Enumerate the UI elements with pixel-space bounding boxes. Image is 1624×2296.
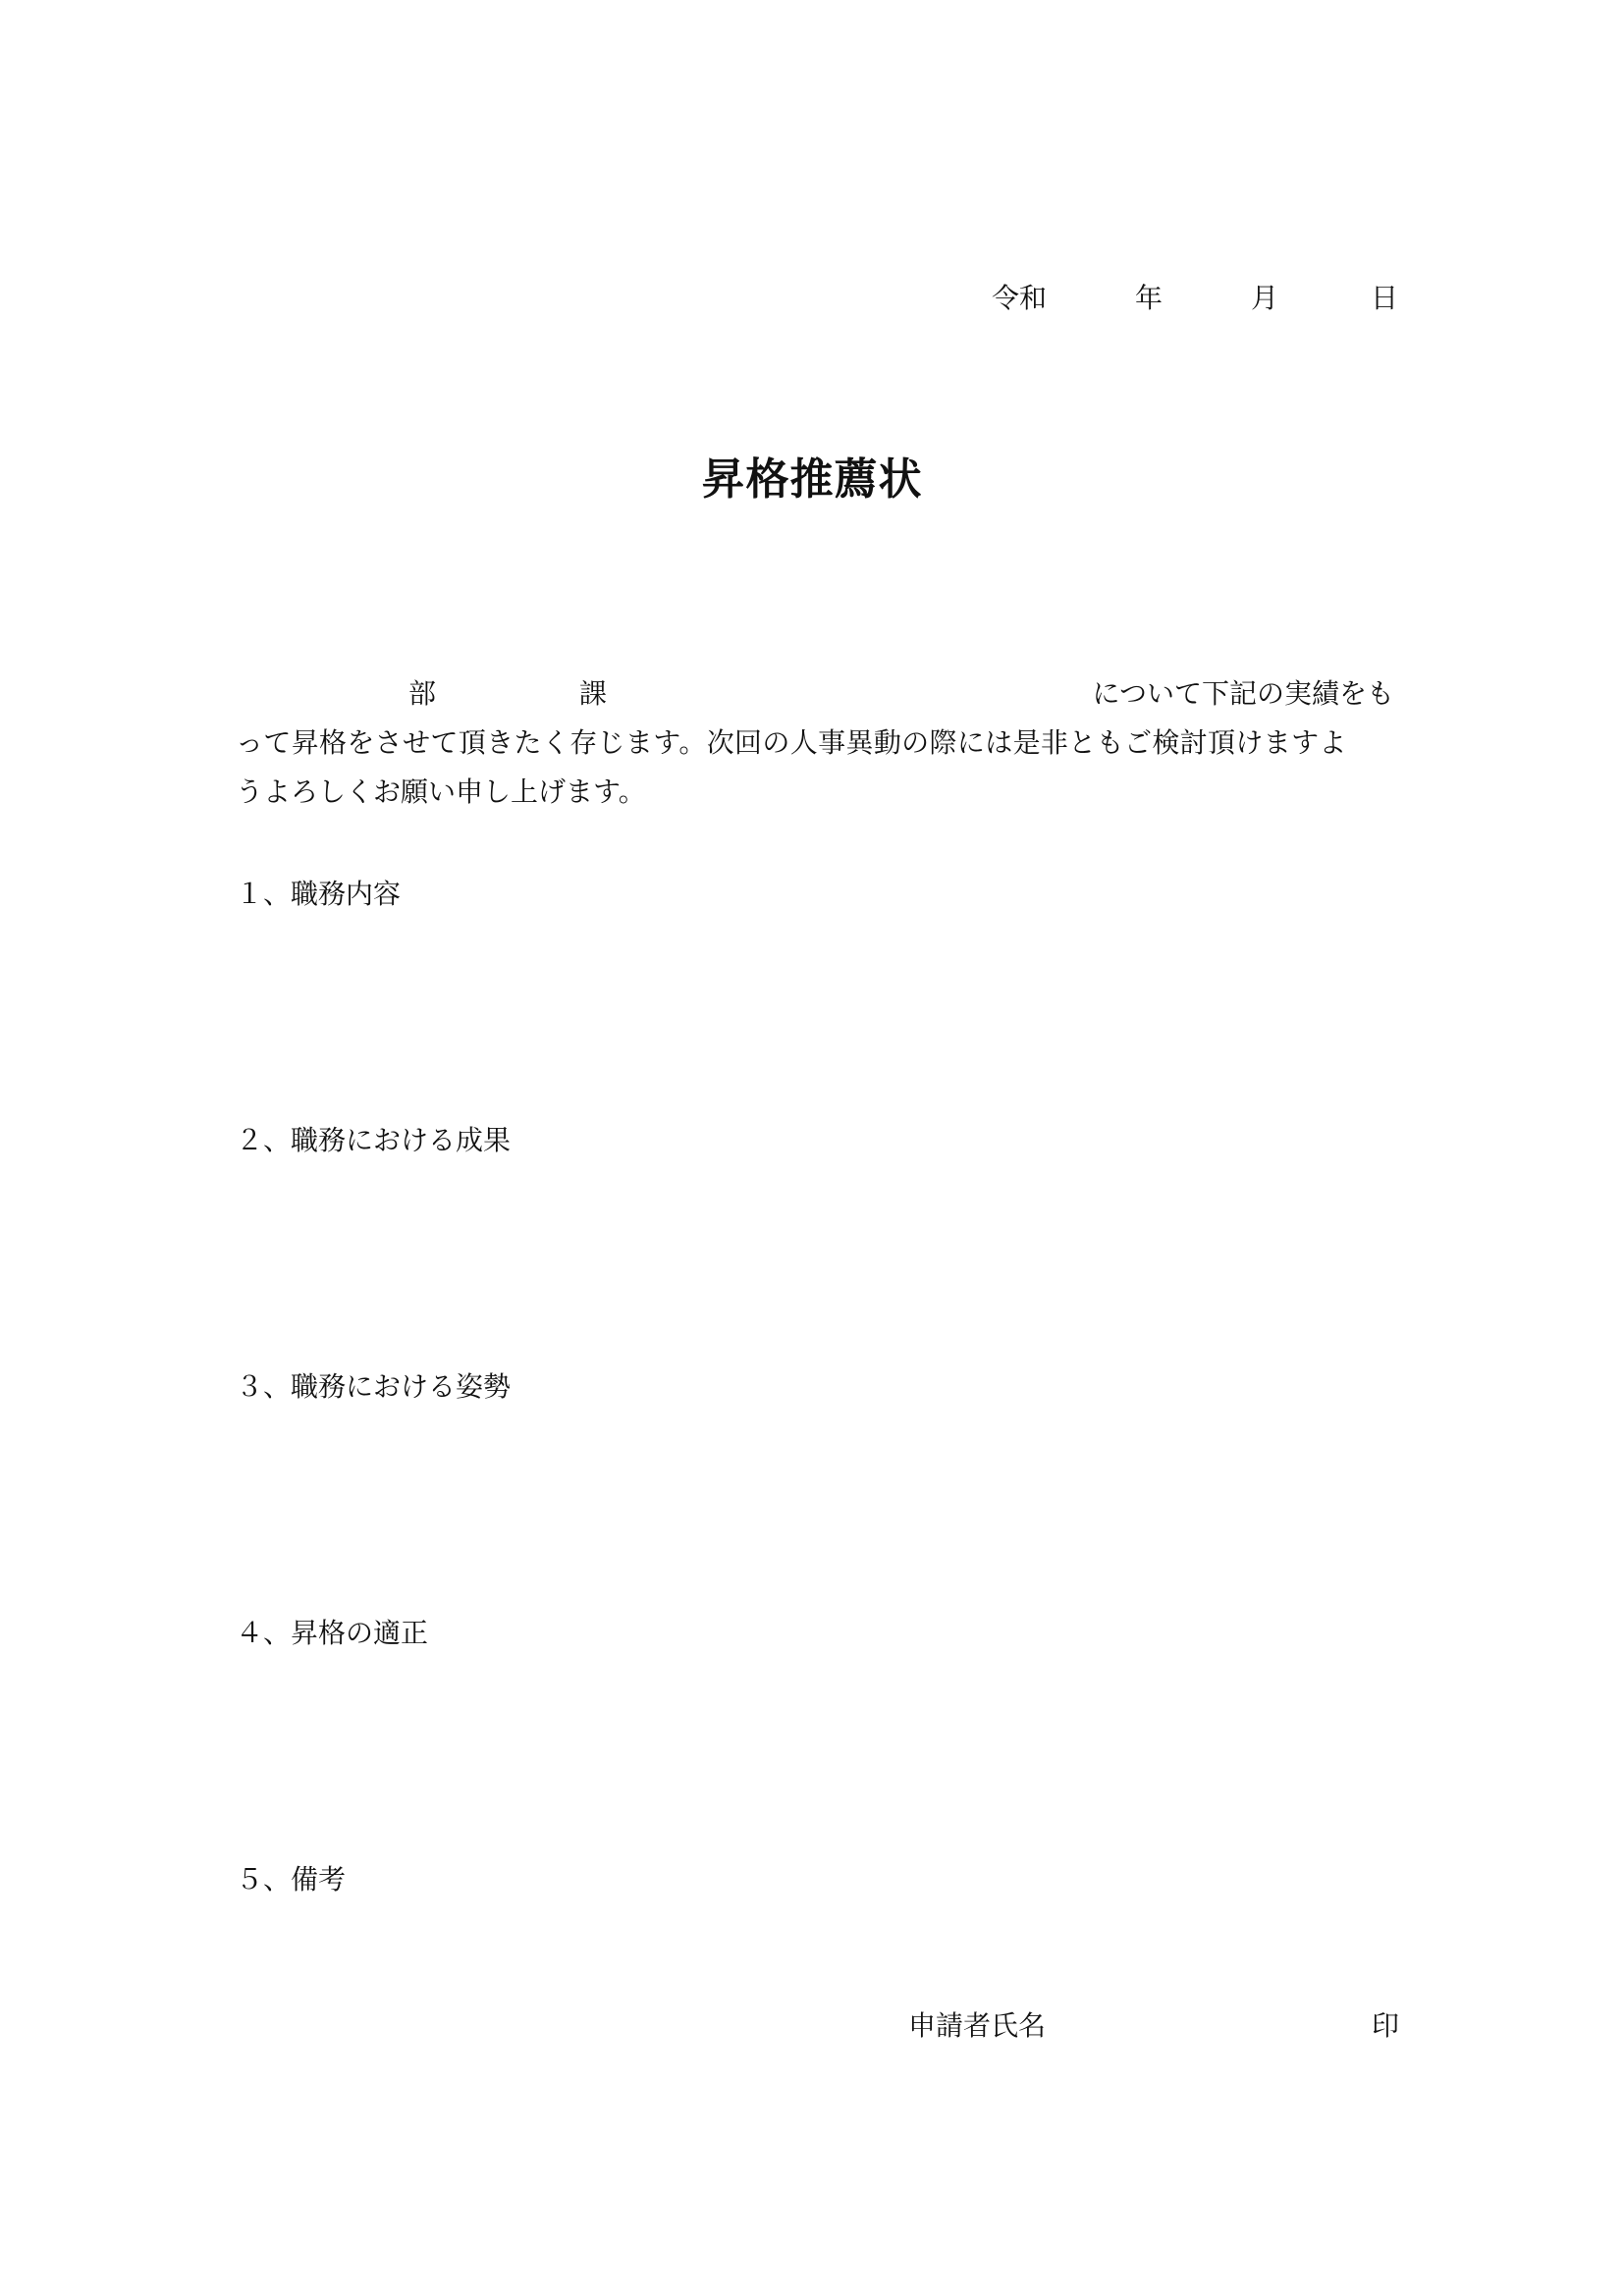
intro-line-2: って昇格をさせて頂きたく存じます。次回の人事異動の際には是非ともご検討頂けますよ	[236, 726, 1347, 759]
date-line	[992, 277, 1399, 316]
document-title: 昇格推薦状	[701, 454, 923, 505]
section-label: 課	[579, 677, 608, 710]
date-month-label: 月	[1251, 282, 1279, 314]
section-heading-duties: １、職務内容	[236, 878, 402, 910]
intro-line-3: うよろしくお願い申し上げます。	[236, 775, 646, 808]
intro-line-1-text: について下記の実績をも	[1092, 677, 1394, 710]
date-year-label: 年	[1135, 282, 1164, 314]
section-heading-aptitude: ４、昇格の適正	[236, 1617, 429, 1649]
department-label: 部	[408, 677, 437, 710]
applicant-name-label: 申請者氏名	[908, 2009, 1047, 2042]
section-heading-attitude: ３、職務における姿勢	[236, 1370, 512, 1403]
section-heading-results: ２、職務における成果	[236, 1124, 512, 1156]
section-heading-remarks: ５、備考	[236, 1863, 347, 1896]
applicant-line	[908, 2004, 1399, 2044]
date-era: 令和	[992, 282, 1048, 314]
intro-line-1	[236, 669, 1394, 719]
date-day-label: 日	[1371, 282, 1399, 314]
intro-paragraph	[236, 669, 1394, 817]
seal-mark: 印	[1371, 2009, 1399, 2042]
